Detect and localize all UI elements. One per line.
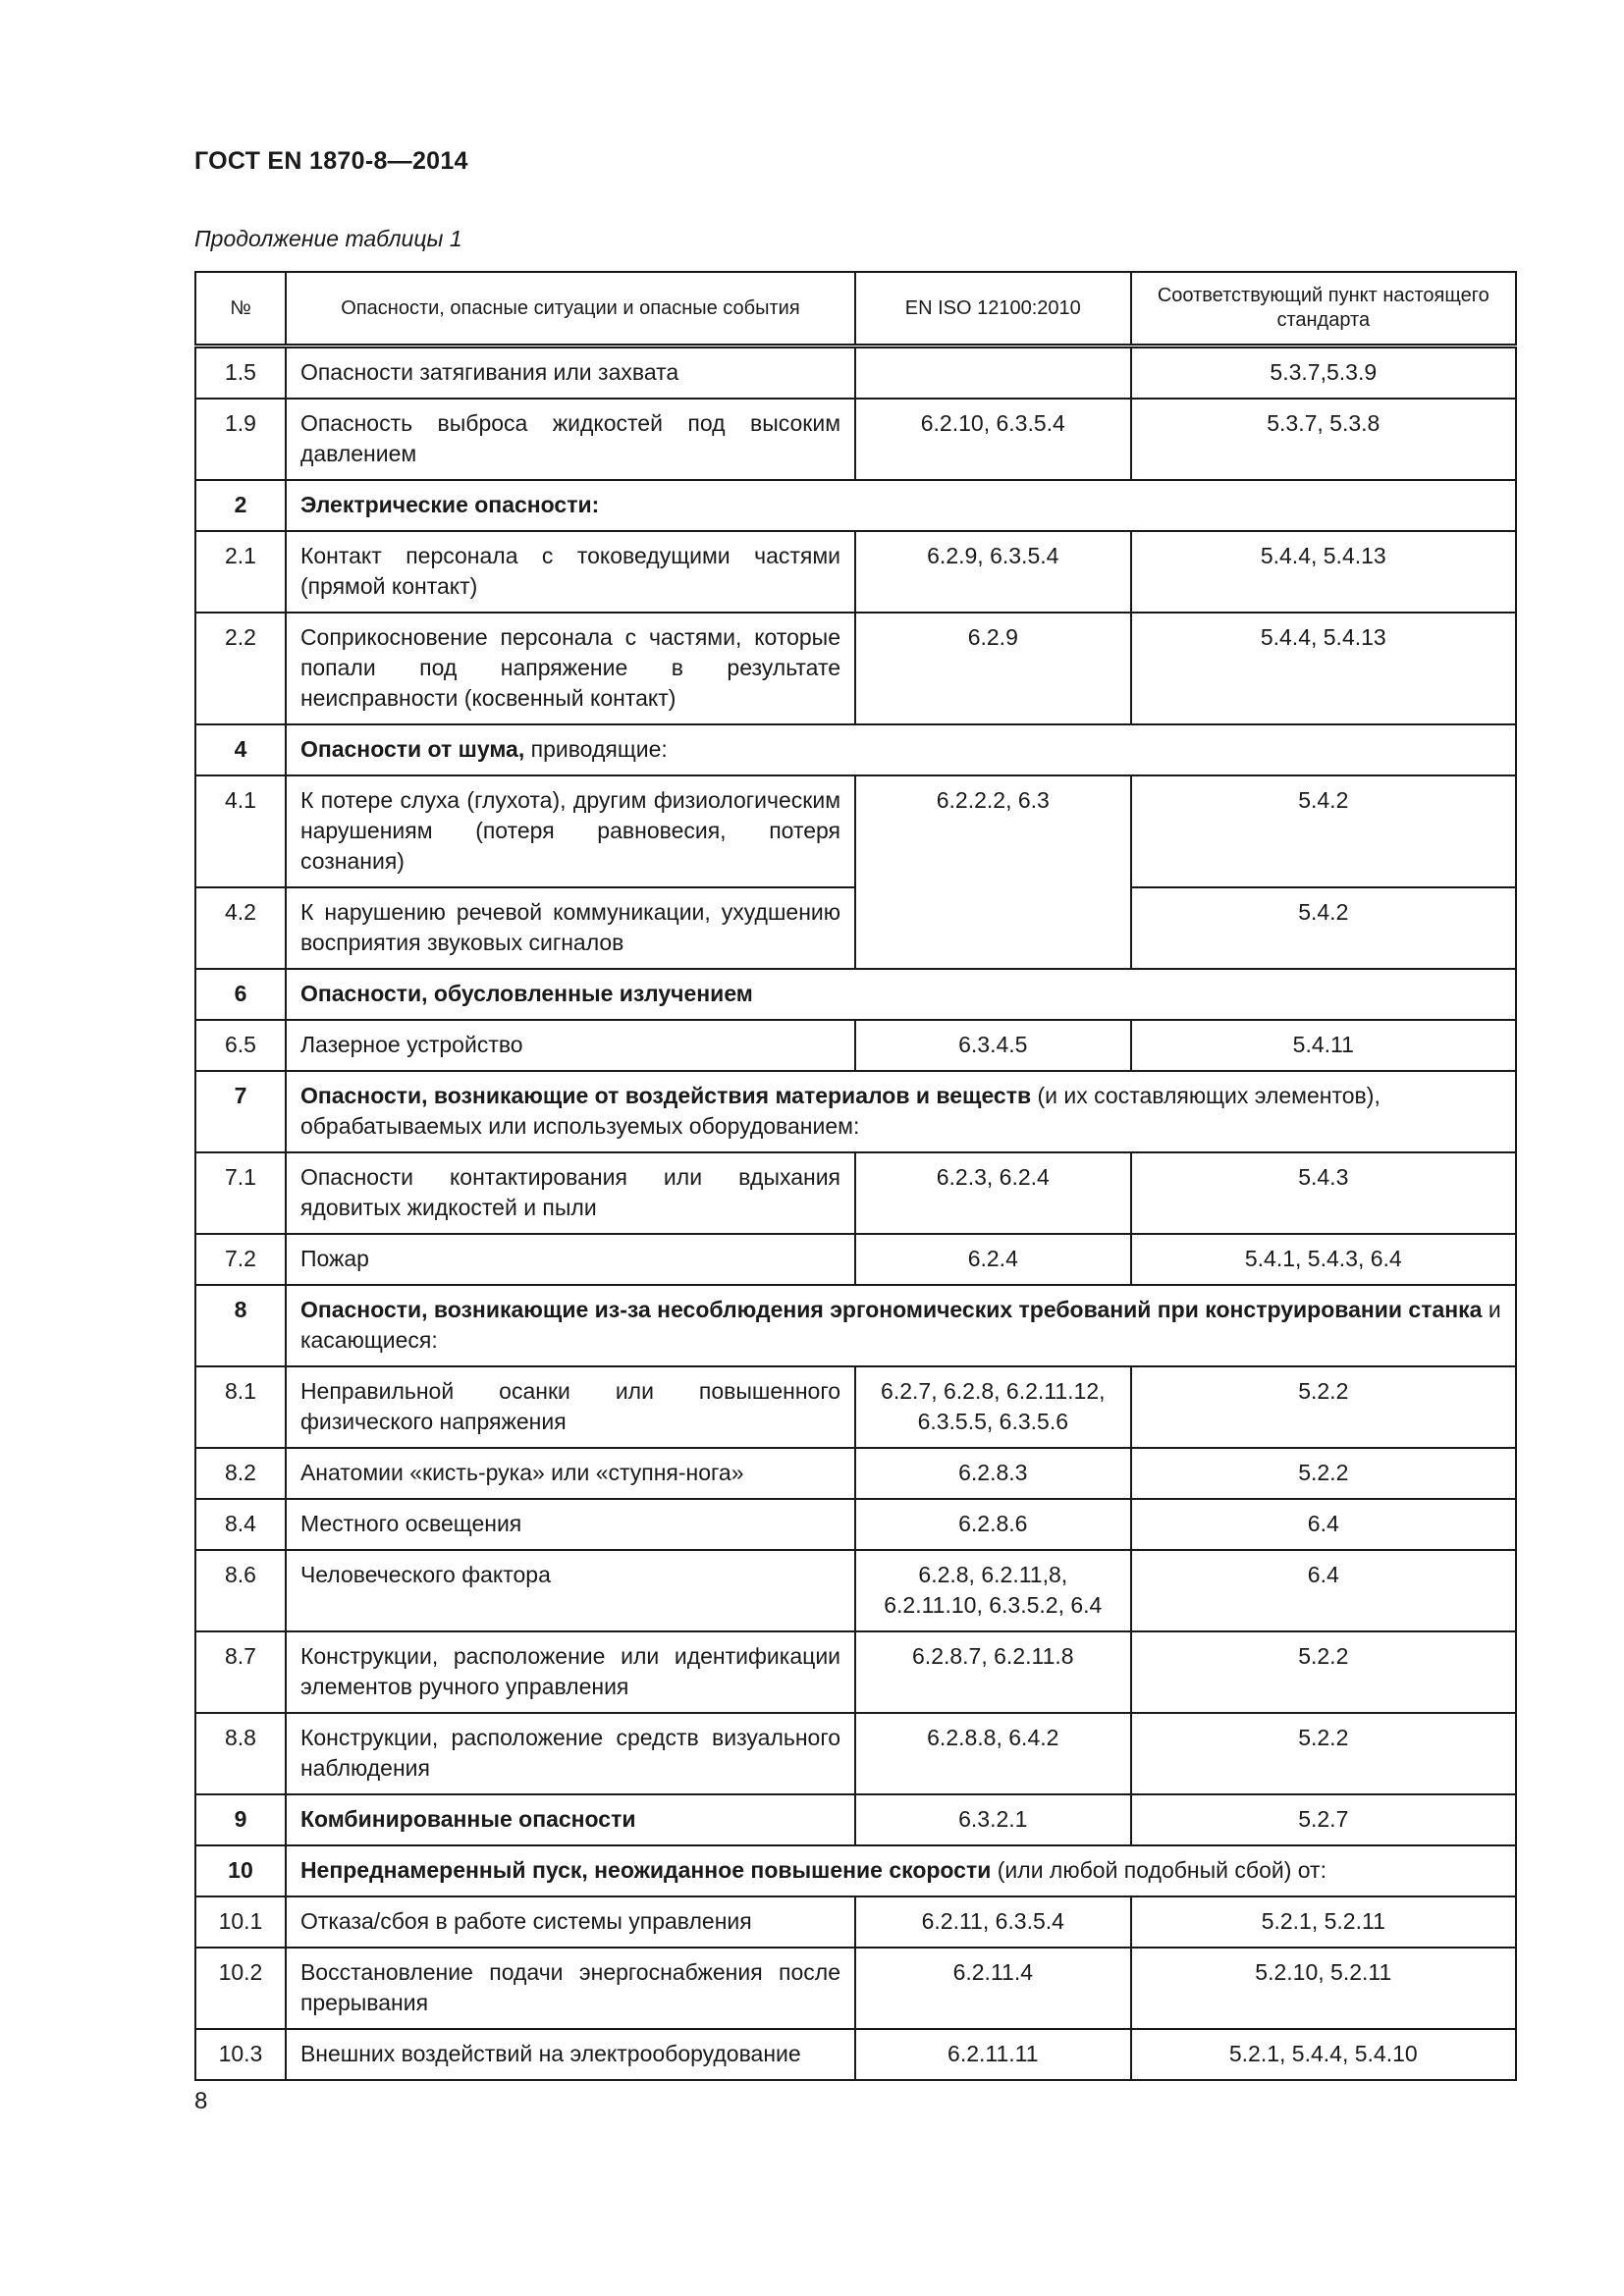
section-title-rest: (или любой подобный сбой) от:: [991, 1857, 1326, 1883]
standard-clause: 5.4.11: [1131, 1020, 1516, 1071]
iso-reference: 6.2.3, 6.2.4: [855, 1152, 1131, 1234]
table-row: [195, 1152, 1516, 1234]
section-title-bold: Электрические опасности:: [299, 492, 600, 517]
standard-clause: 5.4.4, 5.4.13: [1131, 531, 1516, 613]
hazard-description: Опасности контактирования или вдыхания ядовитых жидкостей и пыли: [286, 1152, 855, 1234]
standard-clause: 5.2.2: [1131, 1366, 1516, 1448]
section-row: [195, 1845, 1516, 1896]
hazard-description: Местного освещения: [286, 1499, 855, 1550]
iso-reference: 6.3.2.1: [855, 1794, 1131, 1845]
table-body: [195, 347, 1516, 2081]
page-number: 8: [194, 2088, 208, 2114]
section-title: [286, 1285, 1516, 1366]
iso-reference: 6.2.8.8, 6.4.2: [855, 1713, 1131, 1794]
section-number: 4: [195, 724, 286, 775]
hazard-description: Конструкции, расположение или идентификации элементов ручного управления: [286, 1631, 855, 1713]
table-row: [195, 1948, 1516, 2029]
standard-clause: 5.4.4, 5.4.13: [1131, 613, 1516, 724]
hazard-description: Человеческого фактора: [286, 1550, 855, 1631]
iso-reference: 6.2.8.7, 6.2.11.8: [855, 1631, 1131, 1713]
table-row: [195, 1448, 1516, 1499]
item-number: 8.4: [195, 1499, 286, 1550]
hazard-description: Лазерное устройство: [286, 1020, 855, 1071]
item-number: 8.6: [195, 1550, 286, 1631]
section-title-rest: (и их составляющих элементов), обрабатываемых или используемых оборудованием:: [299, 1083, 1380, 1139]
table-row: [195, 1631, 1516, 1713]
section-number: 2: [195, 480, 286, 531]
standard-clause: 5.2.2: [1131, 1448, 1516, 1499]
table-row: [195, 1550, 1516, 1631]
item-number: 7.2: [195, 1234, 286, 1285]
standard-clause: 5.4.3: [1131, 1152, 1516, 1234]
table-row: [195, 1499, 1516, 1550]
standard-clause: 5.2.7: [1131, 1794, 1516, 1845]
iso-reference: 6.2.8.6: [855, 1499, 1131, 1550]
table-row: [195, 613, 1516, 724]
iso-reference: 6.2.8, 6.2.11,8, 6.2.11.10, 6.3.5.2, 6.4: [855, 1550, 1131, 1631]
section-number: 7: [195, 1071, 286, 1152]
standard-clause: 5.2.1, 5.2.11: [1131, 1896, 1516, 1948]
hazard-description: Контакт персонала с токоведущими частями (прямой контакт): [286, 531, 855, 613]
standard-clause: 5.3.7, 5.3.8: [1131, 399, 1516, 480]
standard-clause: 5.3.7,5.3.9: [1131, 347, 1516, 400]
table-row: [195, 1020, 1516, 1071]
item-number: 8.8: [195, 1713, 286, 1794]
item-number: 2.1: [195, 531, 286, 613]
standard-clause: 6.4: [1131, 1499, 1516, 1550]
section-number: 10: [195, 1845, 286, 1896]
hazard-description: Опасность выброса жидкостей под высоким давлением: [286, 399, 855, 480]
item-number: 8.1: [195, 1366, 286, 1448]
hazard-description: Внешних воздействий на электрооборудование: [286, 2029, 855, 2080]
table-row: [195, 531, 1516, 613]
col-header-number: №: [195, 272, 286, 347]
standard-clause: 6.4: [1131, 1550, 1516, 1631]
hazard-description: Опасности затягивания или захвата: [286, 347, 855, 400]
section-row: [195, 1285, 1516, 1366]
section-title: [286, 1071, 1516, 1152]
standard-clause: 5.2.1, 5.4.4, 5.4.10: [1131, 2029, 1516, 2080]
section-title: [286, 480, 1516, 531]
item-number: 1.5: [195, 347, 286, 400]
table-row: [195, 1234, 1516, 1285]
iso-reference: 6.2.11.11: [855, 2029, 1131, 2080]
standard-clause: 5.2.2: [1131, 1631, 1516, 1713]
section-title-bold: Непреднамеренный пуск, неожиданное повышение скорости: [299, 1857, 992, 1883]
table-row: [195, 1366, 1516, 1448]
table-caption: Продолжение таблицы 1: [194, 226, 462, 251]
item-number: 7.1: [195, 1152, 286, 1234]
section-title-bold: Опасности, возникающие от воздействия материалов и веществ: [299, 1083, 1032, 1108]
table-row: [195, 775, 1516, 887]
document-code: ГОСТ EN 1870-8—2014: [194, 147, 468, 175]
iso-reference: 6.2.4: [855, 1234, 1131, 1285]
iso-reference: 6.2.11.4: [855, 1948, 1131, 2029]
section-row: [195, 1071, 1516, 1152]
iso-reference: 6.2.11, 6.3.5.4: [855, 1896, 1131, 1948]
item-number: 2.2: [195, 613, 286, 724]
hazard-description: Пожар: [286, 1234, 855, 1285]
table-row: [195, 2029, 1516, 2080]
item-number: 10.1: [195, 1896, 286, 1948]
section-title-rest: и касающиеся:: [299, 1297, 1501, 1353]
section-title-bold: Опасности от шума,: [299, 736, 525, 762]
item-number: 4.1: [195, 775, 286, 887]
section-row: [195, 480, 1516, 531]
item-number: 10.3: [195, 2029, 286, 2080]
item-number: 8.2: [195, 1448, 286, 1499]
standard-clause: 5.2.10, 5.2.11: [1131, 1948, 1516, 2029]
section-title: [286, 969, 1516, 1020]
standard-clause: 5.4.2: [1131, 887, 1516, 969]
iso-reference: 6.2.2.2, 6.3: [855, 775, 1131, 969]
hazard-description: К нарушению речевой коммуникации, ухудшению восприятия звуковых сигналов: [286, 887, 855, 969]
standard-clause: 5.2.2: [1131, 1713, 1516, 1794]
section-title-rest: приводящие:: [524, 736, 668, 762]
section-title-bold: Опасности, возникающие из-за несоблюдения эргономических требований при конструировании станка: [299, 1297, 1483, 1322]
iso-reference: 6.2.8.3: [855, 1448, 1131, 1499]
standard-clause: 5.4.1, 5.4.3, 6.4: [1131, 1234, 1516, 1285]
table-row: [195, 347, 1516, 400]
hazard-description: Комбинированные опасности: [286, 1794, 855, 1845]
item-number: 1.9: [195, 399, 286, 480]
iso-reference: 6.3.4.5: [855, 1020, 1131, 1071]
item-number: 6.5: [195, 1020, 286, 1071]
iso-reference: 6.2.10, 6.3.5.4: [855, 399, 1131, 480]
iso-reference: 6.2.9: [855, 613, 1131, 724]
item-number: 10.2: [195, 1948, 286, 2029]
table-row: [195, 1794, 1516, 1845]
section-number: 8: [195, 1285, 286, 1366]
item-number: 4.2: [195, 887, 286, 969]
section-number: 6: [195, 969, 286, 1020]
hazard-description: К потере слуха (глухота), другим физиологическим нарушениям (потеря равновесия, потеря сознания): [286, 775, 855, 887]
item-number: 9: [195, 1794, 286, 1845]
section-title-bold: Опасности, обусловленные излучением: [299, 981, 753, 1006]
hazard-description: Отказа/сбоя в работе системы управления: [286, 1896, 855, 1948]
hazard-description: Соприкосновение персонала с частями, которые попали под напряжение в результате неисправности (косвенный контакт): [286, 613, 855, 724]
standard-clause: 5.4.2: [1131, 775, 1516, 887]
hazard-description: Неправильной осанки или повышенного физического напряжения: [286, 1366, 855, 1448]
table-row: [195, 1713, 1516, 1794]
section-row: [195, 724, 1516, 775]
hazard-description: Конструкции, расположение средств визуального наблюдения: [286, 1713, 855, 1794]
hazards-table: [194, 271, 1517, 2081]
hazard-description: Анатомии «кисть-рука» или «ступня-нога»: [286, 1448, 855, 1499]
iso-reference: [855, 347, 1131, 400]
table-header-row: [195, 272, 1516, 347]
iso-reference: 6.2.7, 6.2.8, 6.2.11.12, 6.3.5.5, 6.3.5.6: [855, 1366, 1131, 1448]
table-row: [195, 399, 1516, 480]
table-row: [195, 1896, 1516, 1948]
hazard-description: Восстановление подачи энергоснабжения после прерывания: [286, 1948, 855, 2029]
section-row: [195, 969, 1516, 1020]
col-header-iso: EN ISO 12100:2010: [855, 272, 1131, 347]
section-title: [286, 724, 1516, 775]
iso-reference: 6.2.9, 6.3.5.4: [855, 531, 1131, 613]
col-header-clause: Соответствующий пункт настоящего стандарта: [1131, 272, 1516, 347]
col-header-hazards: Опасности, опасные ситуации и опасные события: [286, 272, 855, 347]
item-number: 8.7: [195, 1631, 286, 1713]
section-title: [286, 1845, 1516, 1896]
